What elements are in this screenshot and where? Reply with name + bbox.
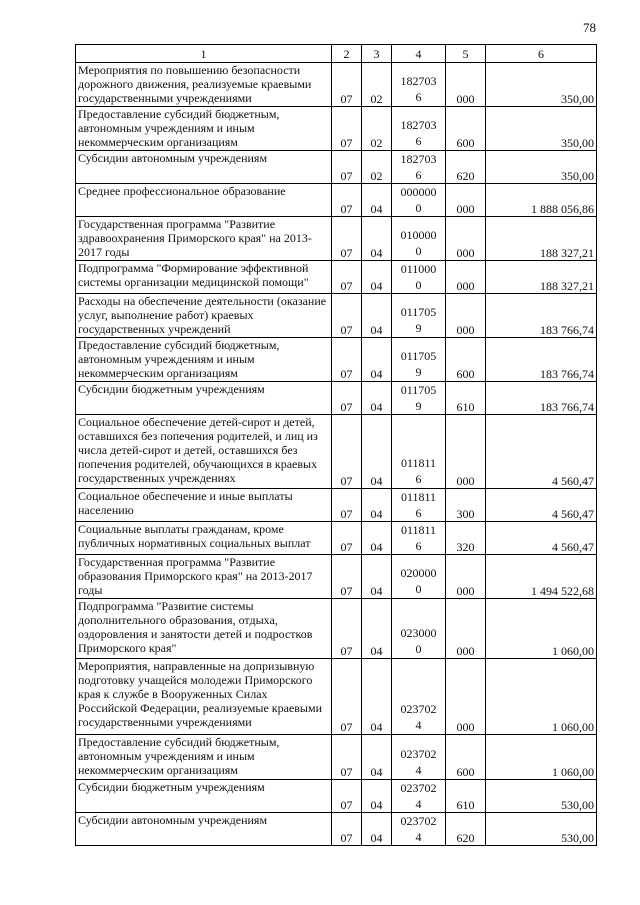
table-row	[76, 813, 597, 846]
target-article-code-line2: 9	[415, 321, 422, 335]
target-article-code-line2: 4	[415, 797, 422, 811]
expense-type-cell: 600	[446, 338, 486, 382]
target-article-code-line1: 011000	[400, 262, 437, 276]
target-article-code-line2: 4	[415, 830, 422, 844]
section-code-cell: 07	[332, 261, 362, 294]
section-code-cell: 07	[332, 780, 362, 813]
subsection-code-cell: 04	[362, 338, 392, 382]
target-article-code-line2: 0	[415, 278, 422, 292]
budget-table	[75, 44, 597, 846]
amount-cell: 350,00	[486, 107, 597, 151]
target-article-code-line1: 020000	[400, 566, 437, 580]
target-article-code-line1: 011811	[400, 490, 437, 504]
subsection-code-cell: 04	[362, 555, 392, 599]
section-code-cell: 07	[332, 522, 362, 555]
target-article-cell	[392, 780, 446, 813]
expense-name-cell: Предоставление субсидий бюджетным, автономным учреждениям и иным некоммерческим организациям	[76, 107, 332, 151]
subsection-code-cell: 04	[362, 659, 392, 735]
section-code-cell: 07	[332, 382, 362, 415]
table-row	[76, 217, 597, 261]
target-article-cell	[392, 489, 446, 522]
amount-cell: 188 327,21	[486, 217, 597, 261]
subsection-code-cell: 04	[362, 813, 392, 846]
page-number: 78	[583, 20, 596, 35]
target-article-code-line1: 182703	[400, 74, 437, 88]
table-row	[76, 780, 597, 813]
target-article-cell	[392, 294, 446, 338]
table-row	[76, 555, 597, 599]
header-cell: 5	[446, 45, 486, 63]
amount-cell: 4 560,47	[486, 415, 597, 489]
amount-cell: 183 766,74	[486, 338, 597, 382]
section-code-cell: 07	[332, 107, 362, 151]
target-article-cell	[392, 338, 446, 382]
expense-type-cell: 620	[446, 813, 486, 846]
table-row	[76, 415, 597, 489]
header-cell: 4	[392, 45, 446, 63]
section-code-cell: 07	[332, 813, 362, 846]
subsection-code-cell: 04	[362, 780, 392, 813]
section-code-cell: 07	[332, 659, 362, 735]
section-code-cell: 07	[332, 63, 362, 107]
target-article-code-line2: 0	[415, 582, 422, 596]
target-article-code-line2: 6	[415, 506, 422, 520]
expense-name-cell: Среднее профессиональное образование	[76, 184, 332, 217]
target-article-code-line2: 6	[415, 472, 422, 486]
section-code-cell: 07	[332, 294, 362, 338]
expense-type-cell: 320	[446, 522, 486, 555]
subsection-code-cell: 02	[362, 151, 392, 184]
expense-name-cell: Субсидии бюджетным учреждениям	[76, 382, 332, 415]
section-code-cell: 07	[332, 338, 362, 382]
section-code-cell: 07	[332, 184, 362, 217]
table-row	[76, 489, 597, 522]
expense-name-cell: Государственная программа "Развитие образования Приморского края" на 2013-2017 годы	[76, 555, 332, 599]
table-row	[76, 382, 597, 415]
target-article-code-line2: 4	[415, 718, 422, 732]
target-article-cell	[392, 217, 446, 261]
amount-cell: 1 060,00	[486, 659, 597, 735]
amount-cell: 4 560,47	[486, 522, 597, 555]
expense-type-cell: 000	[446, 659, 486, 735]
target-article-code-line1: 023702	[400, 814, 437, 828]
target-article-cell	[392, 813, 446, 846]
table-row	[76, 735, 597, 780]
expense-name-cell: Социальное обеспечение детей-сирот и детей, оставшихся без попечения родителей, и лиц из числа детей-сирот и детей, оставшихся без попечения родителей, обучающихся в краевых государственных учреждениях	[76, 415, 332, 489]
header-cell: 6	[486, 45, 597, 63]
target-article-cell	[392, 151, 446, 184]
target-article-cell	[392, 107, 446, 151]
expense-type-cell: 000	[446, 63, 486, 107]
expense-name-cell: Подпрограмма "Развитие системы дополнительного образования, отдыха, оздоровления и занятости детей и подростков Приморского края"	[76, 599, 332, 659]
subsection-code-cell: 04	[362, 382, 392, 415]
target-article-code-line1: 023702	[400, 781, 437, 795]
expense-type-cell: 000	[446, 294, 486, 338]
target-article-code-line1: 023702	[400, 747, 437, 761]
expense-type-cell: 600	[446, 107, 486, 151]
target-article-cell	[392, 415, 446, 489]
amount-cell: 183 766,74	[486, 294, 597, 338]
table-row	[76, 338, 597, 382]
expense-name-cell: Субсидии бюджетным учреждениям	[76, 780, 332, 813]
target-article-code-line1: 010000	[400, 228, 437, 242]
amount-cell: 350,00	[486, 151, 597, 184]
subsection-code-cell: 04	[362, 599, 392, 659]
target-article-code-line1: 011705	[400, 349, 437, 363]
expense-type-cell: 000	[446, 217, 486, 261]
expense-name-cell: Социальное обеспечение и иные выплаты населению	[76, 489, 332, 522]
target-article-code-line1: 011811	[400, 456, 437, 470]
section-code-cell: 07	[332, 415, 362, 489]
amount-cell: 183 766,74	[486, 382, 597, 415]
expense-type-cell: 300	[446, 489, 486, 522]
subsection-code-cell: 02	[362, 107, 392, 151]
header-cell: 3	[362, 45, 392, 63]
target-article-code-line1: 011811	[400, 523, 437, 537]
table-row	[76, 599, 597, 659]
target-article-code-line2: 9	[415, 399, 422, 413]
table-row	[76, 261, 597, 294]
amount-cell: 350,00	[486, 63, 597, 107]
expense-name-cell: Субсидии автономным учреждениям	[76, 813, 332, 846]
expense-name-cell: Мероприятия по повышению безопасности дорожного движения, реализуемые краевыми государственными учреждениями	[76, 63, 332, 107]
header-row	[76, 45, 597, 63]
target-article-code-line1: 182703	[400, 152, 437, 166]
expense-type-cell: 000	[446, 415, 486, 489]
subsection-code-cell: 02	[362, 63, 392, 107]
target-article-cell	[392, 522, 446, 555]
amount-cell: 1 888 056,86	[486, 184, 597, 217]
target-article-code-line1: 011705	[400, 383, 437, 397]
amount-cell: 530,00	[486, 780, 597, 813]
table-row	[76, 151, 597, 184]
expense-name-cell: Предоставление субсидий бюджетным, автономным учреждениям и иным некоммерческим организациям	[76, 338, 332, 382]
table-row	[76, 659, 597, 735]
subsection-code-cell: 04	[362, 489, 392, 522]
subsection-code-cell: 04	[362, 184, 392, 217]
section-code-cell: 07	[332, 735, 362, 780]
subsection-code-cell: 04	[362, 522, 392, 555]
target-article-code-line2: 0	[415, 201, 422, 215]
expense-type-cell: 610	[446, 382, 486, 415]
target-article-cell	[392, 659, 446, 735]
expense-type-cell: 000	[446, 261, 486, 294]
table-row	[76, 63, 597, 107]
section-code-cell: 07	[332, 217, 362, 261]
amount-cell: 1 494 522,68	[486, 555, 597, 599]
amount-cell: 188 327,21	[486, 261, 597, 294]
target-article-cell	[392, 261, 446, 294]
target-article-cell	[392, 599, 446, 659]
expense-type-cell: 000	[446, 555, 486, 599]
section-code-cell: 07	[332, 555, 362, 599]
amount-cell: 4 560,47	[486, 489, 597, 522]
target-article-cell	[392, 63, 446, 107]
target-article-cell	[392, 382, 446, 415]
expense-type-cell: 000	[446, 184, 486, 217]
target-article-code-line1: 000000	[400, 185, 437, 199]
table-row	[76, 294, 597, 338]
header-cell: 2	[332, 45, 362, 63]
expense-name-cell: Мероприятия, направленные на допризывную подготовку учащейся молодежи Приморского края к службе в Вооруженных Силах Российской Федерации, реализуемые краевыми государственными учреждениями	[76, 659, 332, 735]
expense-name-cell: Расходы на обеспечение деятельности (оказание услуг, выполнение работ) краевых государственных учреждений	[76, 294, 332, 338]
target-article-code-line2: 9	[415, 365, 422, 379]
expense-name-cell: Государственная программа "Развитие здравоохранения Приморского края" на 2013-2017 годы	[76, 217, 332, 261]
expense-type-cell: 610	[446, 780, 486, 813]
target-article-cell	[392, 555, 446, 599]
amount-cell: 1 060,00	[486, 735, 597, 780]
table-row	[76, 184, 597, 217]
target-article-code-line1: 182703	[400, 118, 437, 132]
expense-type-cell: 620	[446, 151, 486, 184]
subsection-code-cell: 04	[362, 294, 392, 338]
target-article-code-line1: 023702	[400, 702, 437, 716]
target-article-code-line2: 0	[415, 244, 422, 258]
subsection-code-cell: 04	[362, 217, 392, 261]
amount-cell: 530,00	[486, 813, 597, 846]
section-code-cell: 07	[332, 151, 362, 184]
target-article-code-line2: 4	[415, 763, 422, 777]
target-article-code-line2: 0	[415, 642, 422, 656]
subsection-code-cell: 04	[362, 261, 392, 294]
expense-name-cell: Социальные выплаты гражданам, кроме публичных нормативных социальных выплат	[76, 522, 332, 555]
target-article-code-line1: 023000	[400, 626, 437, 640]
target-article-code-line2: 6	[415, 90, 422, 104]
subsection-code-cell: 04	[362, 735, 392, 780]
section-code-cell: 07	[332, 489, 362, 522]
target-article-cell	[392, 735, 446, 780]
expense-type-cell: 000	[446, 599, 486, 659]
target-article-code-line2: 6	[415, 168, 422, 182]
expense-name-cell: Подпрограмма "Формирование эффективной системы организации медицинской помощи"	[76, 261, 332, 294]
expense-name-cell: Предоставление субсидий бюджетным, автономным учреждениям и иным некоммерческим организациям	[76, 735, 332, 780]
header-cell: 1	[76, 45, 332, 63]
expense-type-cell: 600	[446, 735, 486, 780]
target-article-code-line1: 011705	[400, 305, 437, 319]
target-article-cell	[392, 184, 446, 217]
section-code-cell: 07	[332, 599, 362, 659]
table-row	[76, 522, 597, 555]
target-article-code-line2: 6	[415, 134, 422, 148]
subsection-code-cell: 04	[362, 415, 392, 489]
target-article-code-line2: 6	[415, 539, 422, 553]
table-row	[76, 107, 597, 151]
expense-name-cell: Субсидии автономным учреждениям	[76, 151, 332, 184]
amount-cell: 1 060,00	[486, 599, 597, 659]
